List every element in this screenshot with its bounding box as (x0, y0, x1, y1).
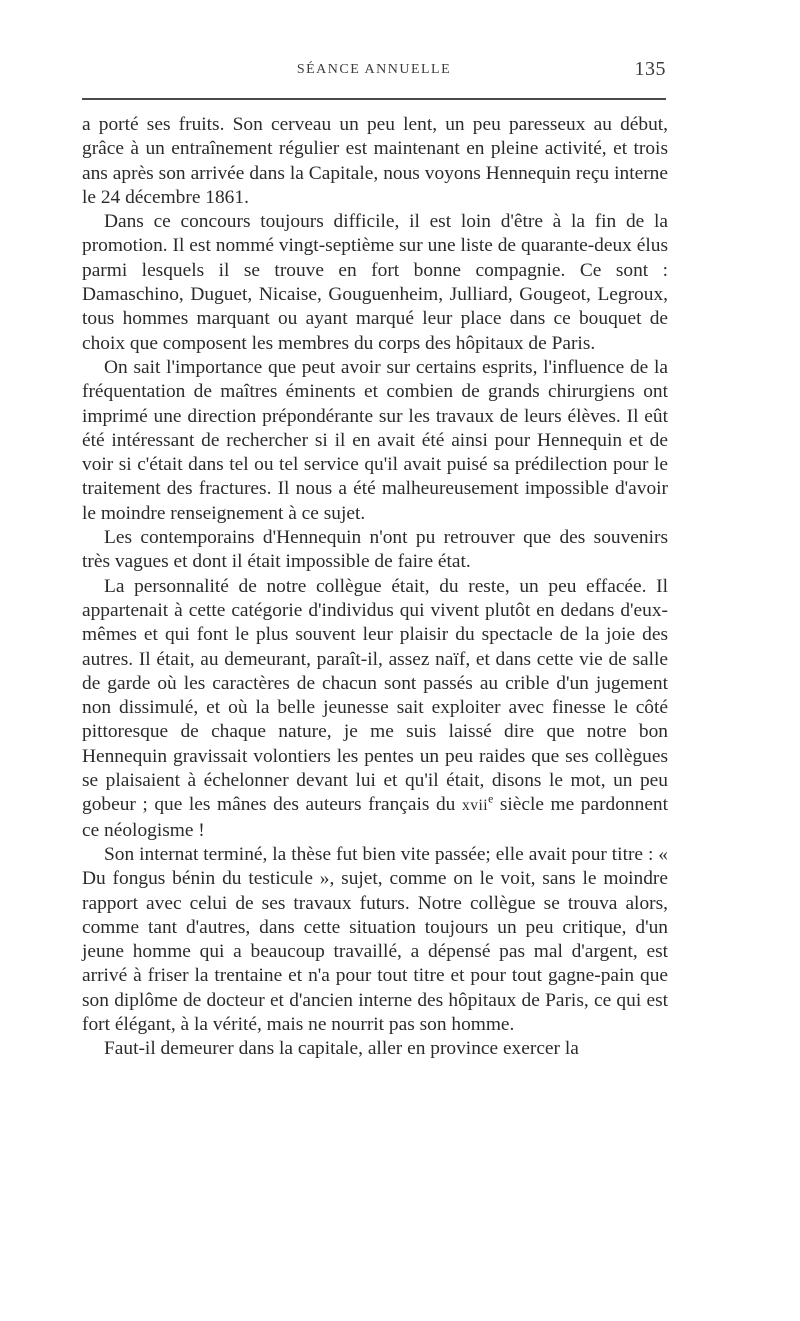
century-numeral: xvii (461, 797, 489, 815)
century-superscript: e (488, 792, 494, 806)
paragraph-5-part-a: La personnalité de notre collègue était, du reste, un peu effacée. Il appartenait à cette catégorie d'individus qui vivent plutôt en dedans d'eux-mêmes et qui font le plus souvent leur plaisir du spectacle de la joie des autres. Il était, au demeurant, paraît-il, assez naïf, et dans cette vie de salle de garde où les caractères de chacun sont passés au crible d'un jugement non dissimulé, et où la belle jeunesse sait exploiter avec finesse le côté pittoresque de chaque nature, je me suis laissé dire que notre bon Hennequin gravissait volontiers les pentes un peu raides que ses collègues se plaisaient à échelonner devant lui et qu'il était, disons le mot, un peu gobeur ; que les mânes des auteurs français du (82, 575, 668, 816)
paragraph-2: Dans ce concours toujours difficile, il est loin d'être à la fin de la promotion. Il est nommé vingt-septième sur une liste de quarante-deux élus parmi lesquels il se trouve en fort bonne compagnie. Ce sont : Damaschino, Duguet, Nicaise, Gouguenheim, Julliard, Gougeot, Legroux, tous hommes marquant ou ayant marqué leur place dans ce bouquet de choix que composent les membres du corps des hôpitaux de Paris. (82, 211, 668, 354)
body-text (82, 113, 668, 1062)
page-number: 135 (634, 58, 666, 80)
paragraph-6: Son internat terminé, la thèse fut bien vite passée; elle avait pour titre : « Du fongus bénin du testicule », sujet, comme on le voit, sans le moindre rapport avec celui de ses travaux futurs. Notre collègue se trouva alors, comme tant d'autres, dans cette situation toujours un peu critique, d'un jeune homme qui a beaucoup travaillé, a dépensé pas mal d'argent, est arrivé à friser la trentaine et n'a pour tout titre et pour tout gagne-pain que son diplôme de docteur et d'ancien interne des hôpitaux de Paris, ce qui est fort élégant, à la vérité, mais ne nourrit pas son homme. (82, 843, 668, 1035)
paragraph-7: Faut-il demeurer dans la capitale, aller en province exercer la (104, 1038, 579, 1060)
paragraph-5-part-b: siècle me pardonnent ce néologisme ! (82, 794, 669, 841)
header-rule (82, 98, 666, 100)
paragraph-1: a porté ses fruits. Son cerveau un peu lent, un peu paresseux au début, grâce à un entraînement régulier est maintenant en pleine activité, et trois ans après son arrivée dans la Capitale, nous voyons Hennequin reçu interne le 24 décembre 1861. (82, 114, 668, 208)
page-header (82, 58, 666, 86)
paragraph-4: Les contemporains d'Hennequin n'ont pu retrouver que des souvenirs très vagues et dont il était impossible de faire état. (82, 527, 668, 573)
paragraph-3: On sait l'importance que peut avoir sur certains esprits, l'influence de la fréquentation de maîtres éminents et combien de grands chirurgiens ont imprimé une direction prépondérante sur les travaux de leurs élèves. Il eût été intéressant de rechercher si il en avait été ainsi pour Hennequin et de voir si c'était dans tel ou tel service qu'il avait puisé sa prédilection pour le traitement des fractures. Il nous a été malheureusement impossible d'avoir le moindre renseignement à ce sujet. (82, 356, 668, 524)
running-title: SÉANCE ANNUELLE (296, 62, 452, 77)
paragraph-5 (82, 575, 668, 843)
